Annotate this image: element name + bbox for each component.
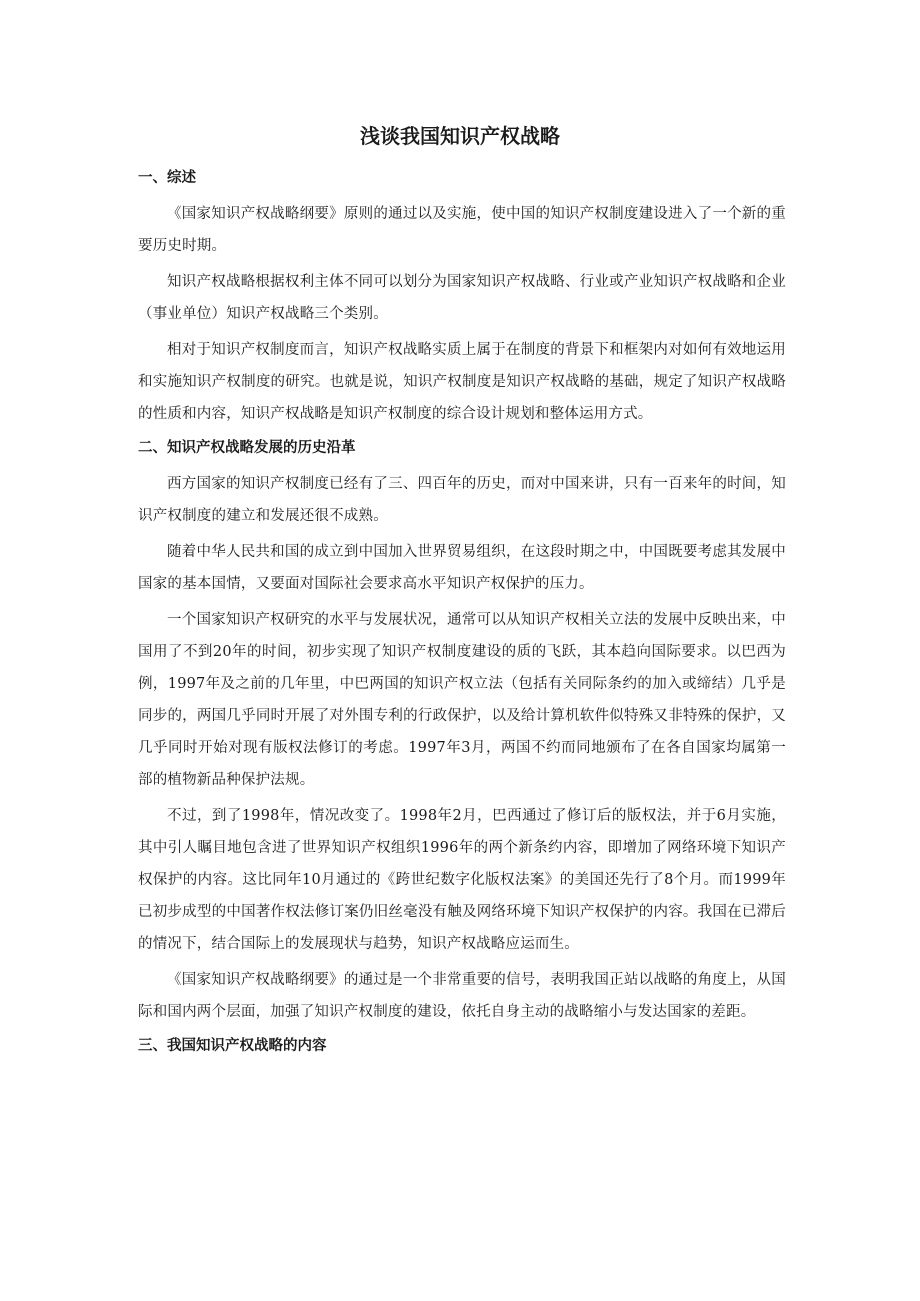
paragraph: 西方国家的知识产权制度已经有了三、四百年的历史，而对中国来讲，只有一百来年的时间，知识产权制度的建立和发展还很不成熟。 bbox=[138, 476, 786, 524]
paragraph: 不过，到了1998年，情况改变了。1998年2月，巴西通过了修订后的版权法，并于6月实施，其中引人瞩目地包含进了世界知识产权组织1996年的两个新条约内容，即增加了网络环境下知识产权保护的内容。这比同年10月通过的《跨世纪数字化版权法案》的美国还先行了8个月。而1999年已初步成型的中国著作权法修订案仍旧丝毫没有触及网络环境下知识产权保护的内容。我国在已滞后的情况下，结合国际上的发展现状与趋势，知识产权战略应运而生。 bbox=[138, 808, 786, 952]
document-body bbox=[138, 164, 786, 1066]
paragraph: 相对于知识产权制度而言，知识产权战略实质上属于在制度的背景下和框架内对如何有效地运用和实施知识产权制度的研究。也就是说，知识产权制度是知识产权战略的基础，规定了知识产权战略的性质和内容，知识产权战略是知识产权制度的综合设计规划和整体运用方式。 bbox=[138, 342, 786, 422]
paragraph: 《国家知识产权战略纲要》原则的通过以及实施，使中国的知识产权制度建设进入了一个新的重要历史时期。 bbox=[138, 206, 786, 254]
section-heading: 二、知识产权战略发展的历史沿革 bbox=[138, 440, 356, 456]
paragraph: 随着中华人民共和国的成立到中国加入世界贸易组织，在这段时期之中，中国既要考虑其发展中国家的基本国情，又要面对国际社会要求高水平知识产权保护的压力。 bbox=[138, 544, 786, 592]
section-heading: 三、我国知识产权战略的内容 bbox=[138, 1038, 327, 1054]
paragraph: 知识产权战略根据权利主体不同可以划分为国家知识产权战略、行业或产业知识产权战略和企业（事业单位）知识产权战略三个类别。 bbox=[138, 274, 786, 322]
paragraph: 一个国家知识产权研究的水平与发展状况，通常可以从知识产权相关立法的发展中反映出来，中国用了不到20年的时间，初步实现了知识产权制度建设的质的飞跃，其本趋向国际要求。以巴西为例，1997年及之前的几年里，中巴两国的知识产权立法（包括有关同际条约的加入或缔结）几乎是同步的，两国几乎同时开展了对外围专利的行政保护，以及给计算机软件似特殊又非特殊的保护，又几乎同时开始对现有版权法修订的考虑。1997年3月，两国不约而同地颁布了在各自国家均属第一部的植物新品种保护法规。 bbox=[138, 612, 786, 788]
paragraph: 《国家知识产权战略纲要》的通过是一个非常重要的信号，表明我国正站以战略的角度上，从国际和国内两个层面，加强了知识产权制度的建设，依托自身主动的战略缩小与发达国家的差距。 bbox=[138, 972, 786, 1020]
section-overview bbox=[138, 166, 786, 430]
section-contents bbox=[138, 1034, 786, 1058]
document-title: 浅谈我国知识产权战略 bbox=[360, 124, 560, 148]
section-heading: 一、综述 bbox=[138, 170, 196, 186]
section-history bbox=[138, 436, 786, 1028]
